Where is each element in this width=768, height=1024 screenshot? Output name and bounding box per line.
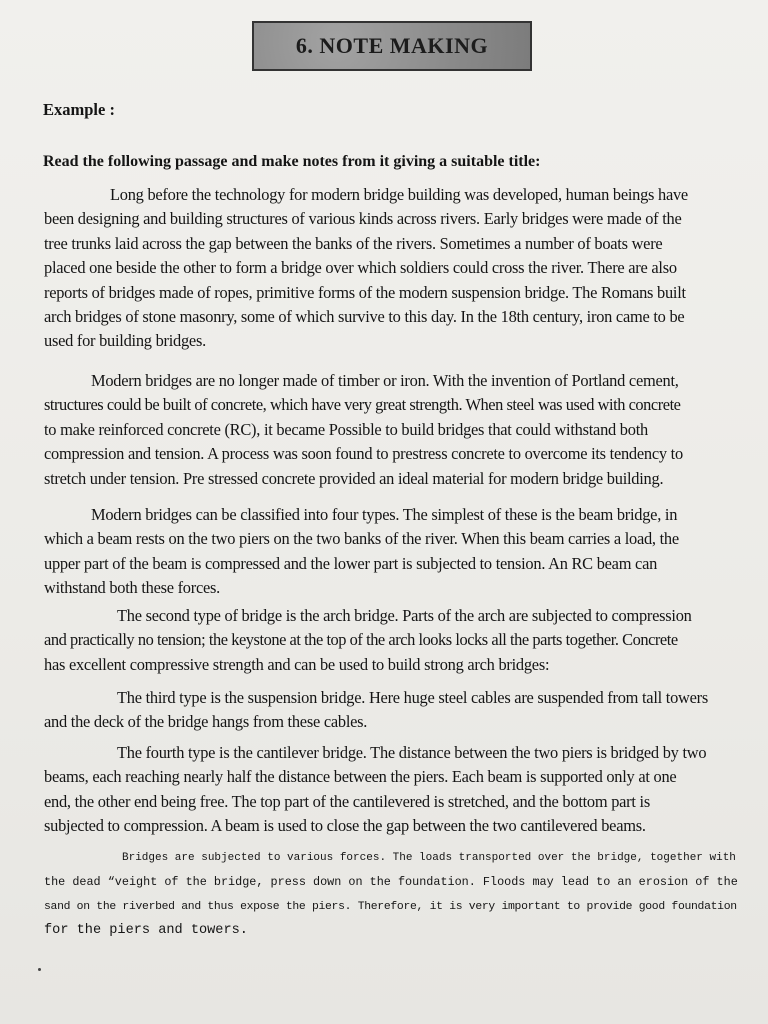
paragraph-line: and the deck of the bridge hangs from these cables. xyxy=(44,712,368,732)
paragraph-6 xyxy=(44,741,742,839)
paragraph-line: for the piers and towers. xyxy=(44,923,248,939)
example-label: Example : xyxy=(43,100,115,119)
instruction-text: Read the following passage and make notes from it giving a suitable title: xyxy=(43,153,541,170)
paragraph-7 xyxy=(44,846,742,944)
paragraph-line: Long before the technology for modern bridge building was developed, human beings have xyxy=(110,185,688,204)
paragraph-line: sand on the riverbed and thus expose the piers. Therefore, it is very important to provide good foundation xyxy=(44,900,737,913)
paragraph-line: arch bridges of stone masonry, some of which survive to this day. In the 18th century, iron came to be xyxy=(44,307,685,327)
paragraph-line: used for building bridges. xyxy=(44,331,206,351)
paragraph-line: the dead “veight of the bridge, press down on the foundation. Floods may lead to an erosion of the xyxy=(44,875,738,890)
paragraph-line: The fourth type is the cantilever bridge. The distance between the two piers is bridged by two xyxy=(117,743,707,762)
paragraph-line: stretch under tension. Pre stressed concrete provided an ideal material for modern bridge building. xyxy=(44,468,664,488)
paragraph-line: tree trunks laid across the gap between the banks of the rivers. Sometimes a number of boats were xyxy=(44,233,663,253)
paragraph-2 xyxy=(44,369,742,491)
paragraph-line: The third type is the suspension bridge. Here huge steel cables are suspended from tall towers xyxy=(117,688,708,707)
paragraph-line: has excellent compressive strength and can be used to build strong arch bridges: xyxy=(44,654,550,674)
paragraph-line: end, the other end being free. The top part of the cantilevered is stretched, and the bottom part is xyxy=(44,791,650,811)
paragraph-5 xyxy=(44,686,742,735)
paragraph-line: Bridges are subjected to various forces. The loads transported over the bridge, together with xyxy=(122,852,736,864)
paragraph-line: and practically no tension; the keystone at the top of the arch looks locks all the parts together. Concrete xyxy=(44,630,678,650)
paragraph-line: Modern bridges are no longer made of timber or iron. With the invention of Portland cement, xyxy=(91,371,679,390)
chapter-title-box xyxy=(252,21,532,71)
paragraph-3 xyxy=(44,503,742,601)
paragraph-line: subjected to compression. A beam is used to close the gap between the two cantilevered beams. xyxy=(44,816,646,836)
paragraph-line: been designing and building structures of various kinds across rivers. Early bridges were made of the xyxy=(44,209,682,229)
paragraph-1 xyxy=(44,183,742,354)
paragraph-line: reports of bridges made of ropes, primitive forms of the modern suspension bridge. The Romans built xyxy=(44,282,686,302)
paragraph-line: to make reinforced concrete (RC), it became Possible to build bridges that could withstand both xyxy=(44,419,648,439)
paragraph-4 xyxy=(44,604,742,677)
paragraph-line: beams, each reaching nearly half the distance between the piers. Each beam is supported only at one xyxy=(44,767,677,787)
paragraph-line: Modern bridges can be classified into four types. The simplest of these is the beam bridge, in xyxy=(91,505,678,524)
paragraph-line: structures could be built of concrete, which have very great strength. When steel was used with concrete xyxy=(44,395,681,415)
paragraph-line: upper part of the beam is compressed and the lower part is subjected to tension. An RC beam can xyxy=(44,553,658,573)
paragraph-line: compression and tension. A process was soon found to prestress concrete to overcome its tendency to xyxy=(44,444,683,464)
chapter-title: 6. NOTE MAKING xyxy=(295,33,489,58)
stray-dot-mark xyxy=(38,968,41,971)
paragraph-line: which a beam rests on the two piers on the two banks of the river. When this beam carries a load, the xyxy=(44,529,679,549)
paragraph-line: withstand both these forces. xyxy=(44,578,220,598)
paragraph-line: placed one beside the other to form a bridge over which soldiers could cross the river. There are also xyxy=(44,258,677,278)
paragraph-line: The second type of bridge is the arch bridge. Parts of the arch are subjected to compression xyxy=(117,606,692,625)
